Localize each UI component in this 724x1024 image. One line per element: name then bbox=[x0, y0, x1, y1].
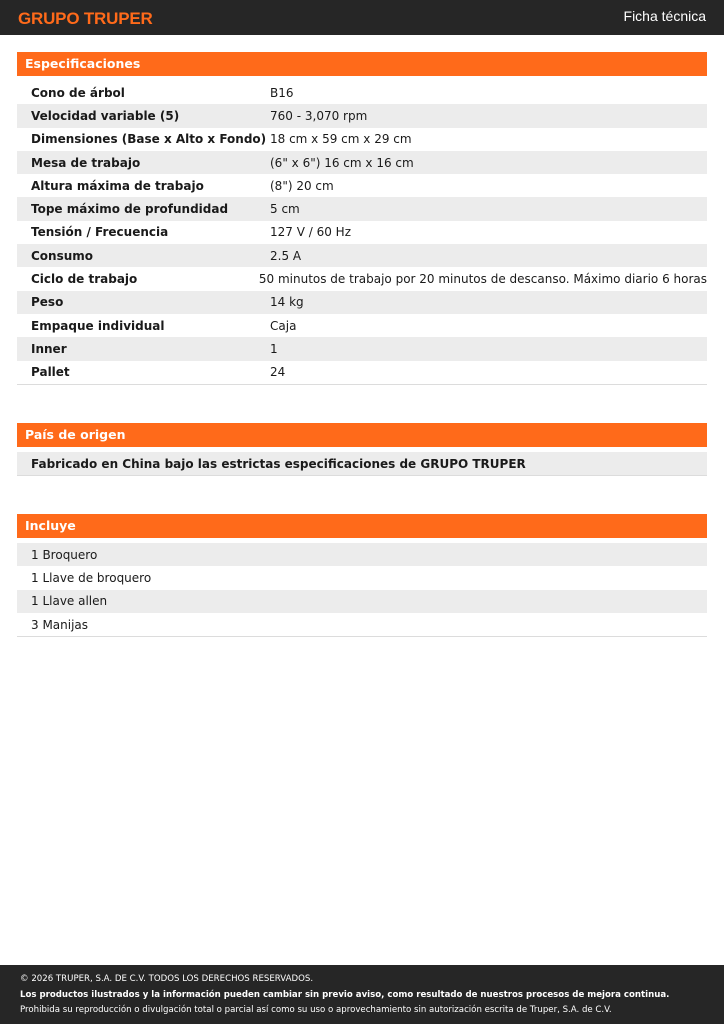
spec-value: (6" x 6") 16 cm x 16 cm bbox=[270, 155, 414, 170]
specifications-header: Especificaciones bbox=[17, 52, 707, 76]
specifications-section bbox=[17, 52, 707, 385]
spec-value: 2.5 A bbox=[270, 248, 302, 263]
table-row bbox=[17, 221, 707, 244]
spec-value: Caja bbox=[270, 318, 297, 333]
origin-text: Fabricado en China bajo las estrictas especificaciones de GRUPO TRUPER bbox=[31, 456, 526, 471]
list-item bbox=[17, 543, 707, 566]
table-row bbox=[17, 267, 707, 290]
table-row bbox=[17, 174, 707, 197]
specifications-table bbox=[17, 81, 707, 385]
spec-label: Velocidad variable (5) bbox=[31, 108, 180, 123]
spec-value: 5 cm bbox=[270, 202, 300, 217]
included-item: 1 Broquero bbox=[31, 547, 98, 562]
table-row bbox=[17, 314, 707, 337]
origin-table bbox=[17, 452, 707, 476]
table-row bbox=[17, 197, 707, 220]
spec-label: Cono de árbol bbox=[31, 85, 125, 100]
table-row bbox=[17, 151, 707, 174]
table-row bbox=[17, 128, 707, 151]
spec-value: 760 - 3,070 rpm bbox=[270, 108, 368, 123]
page-footer bbox=[0, 965, 724, 1024]
includes-table bbox=[17, 543, 707, 637]
spec-label: Inner bbox=[31, 341, 67, 356]
table-row bbox=[17, 361, 707, 384]
origin-header: País de origen bbox=[17, 423, 707, 447]
table-row bbox=[17, 337, 707, 360]
list-item bbox=[17, 613, 707, 636]
spec-value: (8") 20 cm bbox=[270, 178, 334, 193]
spec-label: Dimensiones (Base x Alto x Fondo) bbox=[31, 132, 267, 147]
origin-section bbox=[17, 423, 707, 476]
spec-label: Mesa de trabajo bbox=[31, 155, 141, 170]
footer-prohibition: Prohibida su reproducción o divulgación total o parcial así como su uso o aprovechamiento sin autorización escrita de Truper, S.A. de C.V. bbox=[20, 1005, 612, 1015]
spec-label: Tensión / Frecuencia bbox=[31, 225, 169, 240]
table-row bbox=[17, 104, 707, 127]
spec-value: 18 cm x 59 cm x 29 cm bbox=[270, 132, 412, 147]
spec-value: 127 V / 60 Hz bbox=[270, 225, 352, 240]
spec-label: Pallet bbox=[31, 365, 70, 380]
brand-logo: GRUPO TRUPER bbox=[18, 9, 153, 28]
spec-label: Altura máxima de trabajo bbox=[31, 178, 204, 193]
included-item: 3 Manijas bbox=[31, 617, 89, 632]
list-item bbox=[17, 590, 707, 613]
spec-value: 14 kg bbox=[270, 295, 304, 310]
footer-notice: Los productos ilustrados y la información pueden cambiar sin previo aviso, como resultado de nuestros procesos de mejora continua. bbox=[20, 989, 670, 1000]
spec-value: 24 bbox=[270, 365, 286, 380]
spec-label: Peso bbox=[31, 295, 64, 310]
table-row bbox=[17, 452, 707, 475]
footer-copyright: © 2026 TRUPER, S.A. DE C.V. TODOS LOS DERECHOS RESERVADOS. bbox=[20, 974, 314, 984]
list-item bbox=[17, 566, 707, 589]
includes-section bbox=[17, 514, 707, 637]
included-item: 1 Llave de broquero bbox=[31, 570, 152, 585]
spec-value: B16 bbox=[270, 85, 294, 100]
included-item: 1 Llave allen bbox=[31, 594, 108, 609]
spec-value: 50 minutos de trabajo por 20 minutos de descanso. Máximo diario 6 horas bbox=[258, 272, 707, 287]
table-row bbox=[17, 291, 707, 314]
top-bar bbox=[0, 0, 724, 35]
table-row bbox=[17, 81, 707, 104]
spec-label: Ciclo de trabajo bbox=[31, 272, 138, 287]
spec-value: 1 bbox=[270, 341, 278, 356]
document-type-label: Ficha técnica bbox=[623, 8, 706, 24]
spec-label: Empaque individual bbox=[31, 318, 165, 333]
spec-label: Tope máximo de profundidad bbox=[31, 202, 229, 217]
table-row bbox=[17, 244, 707, 267]
includes-header: Incluye bbox=[17, 514, 707, 538]
spec-label: Consumo bbox=[31, 248, 94, 263]
